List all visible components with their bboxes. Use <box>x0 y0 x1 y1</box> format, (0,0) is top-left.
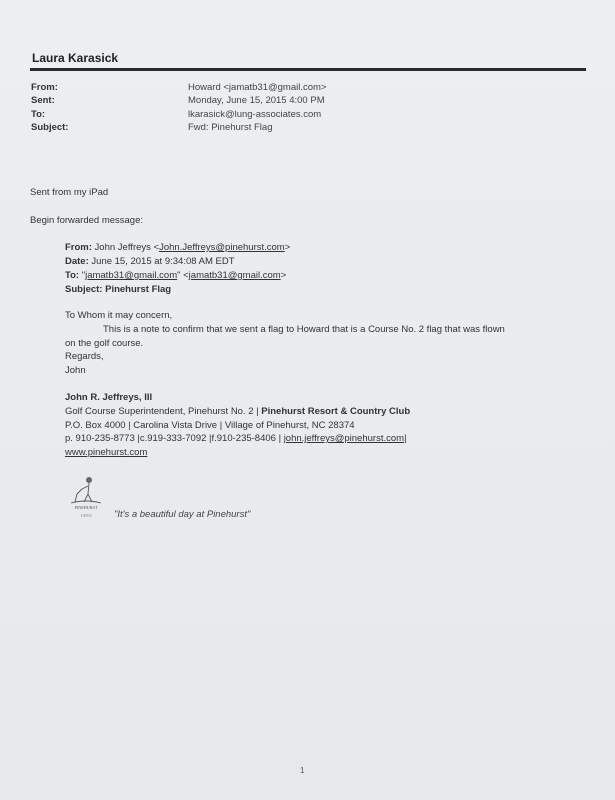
header-divider <box>30 68 586 71</box>
fwd-subject-label: Subject: <box>65 284 103 295</box>
signature-name: John R. Jeffreys, III <box>65 392 153 403</box>
signature-company: Pinehurst Resort & Country Club <box>261 406 411 417</box>
sent-label: Sent: <box>31 95 55 106</box>
from-value: Howard <jamatb31@gmail.com> <box>188 82 327 93</box>
signature-phones: p. 910-235-8773 |c.919-333-7092 |f.910-235-8406 | <box>65 433 284 444</box>
to-label: To: <box>31 109 46 120</box>
signature-tagline: "It's a beautiful day at Pinehurst" <box>114 509 251 520</box>
fwd-date-label: Date: <box>65 256 89 267</box>
fwd-subject-value: Pinehurst Flag <box>102 284 172 295</box>
sender-name: Laura Karasick <box>32 51 119 65</box>
logo-text: PINEHURST <box>74 505 98 510</box>
fwd-to-email-link-2[interactable]: jamatb31@gmail.com <box>188 270 281 281</box>
fwd-from-line <box>65 242 290 253</box>
signature-address: P.O. Box 4000 | Carolina Vista Drive | Village of Pinehurst, NC 28374 <box>65 420 355 431</box>
fwd-to-quote-open: " <box>79 270 86 281</box>
subject-value: Fwd: Pinehurst Flag <box>188 122 273 133</box>
fwd-to-close: > <box>280 270 287 281</box>
message-signoff: John <box>65 365 86 376</box>
pinehurst-golfer-logo-icon <box>63 472 109 520</box>
begin-forwarded-line: Begin forwarded message: <box>30 215 144 226</box>
to-value: lkarasick@lung-associates.com <box>188 109 322 120</box>
signature-email-tail: | <box>404 433 407 444</box>
signature-title-line <box>65 406 410 417</box>
fwd-from-name: John Jeffreys < <box>91 242 160 253</box>
subject-label: Subject: <box>31 122 69 133</box>
sent-value: Monday, June 15, 2015 4:00 PM <box>188 95 325 106</box>
message-line-2: on the golf course. <box>65 338 144 349</box>
fwd-subject-line <box>65 284 171 295</box>
message-line-1: This is a note to confirm that we sent a flag to Howard that is a Course No. 2 flag that was flown <box>103 324 505 335</box>
fwd-date-value: June 15, 2015 at 9:34:08 AM EDT <box>88 256 235 267</box>
fwd-to-label: To: <box>65 270 80 281</box>
fwd-from-label: From: <box>65 242 92 253</box>
fwd-to-line <box>65 270 286 281</box>
logo-year: 1 8 9 5 <box>80 513 92 518</box>
signature-website-link[interactable]: www.pinehurst.com <box>65 447 148 458</box>
signature-email-link[interactable]: john.jeffreys@pinehurst.com <box>283 433 405 444</box>
sent-from-line: Sent from my iPad <box>30 187 109 198</box>
fwd-to-mid: " < <box>177 270 189 281</box>
signature-title: Golf Course Superintendent, Pinehurst No. 2 | <box>65 406 262 417</box>
page-number: 1 <box>300 766 305 775</box>
from-label: From: <box>31 82 58 93</box>
message-greeting: To Whom it may concern, <box>65 310 173 321</box>
signature-phones-line <box>65 433 407 444</box>
fwd-to-email-link-1[interactable]: jamatb31@gmail.com <box>85 270 178 281</box>
fwd-date-line <box>65 256 235 267</box>
fwd-from-email-link[interactable]: John.Jeffreys@pinehurst.com <box>159 242 285 253</box>
fwd-from-close: > <box>284 242 291 253</box>
message-closing: Regards, <box>65 351 104 362</box>
